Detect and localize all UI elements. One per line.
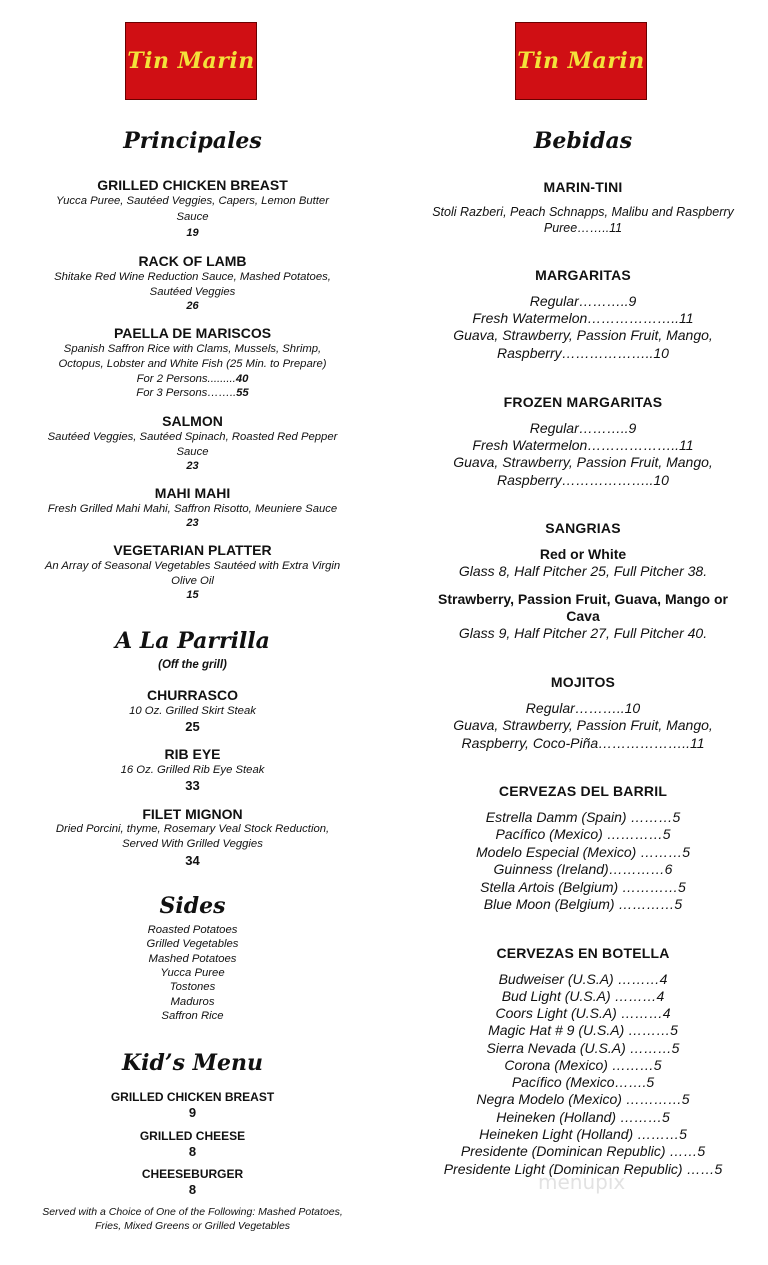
- drink-subheading: Strawberry, Passion Fruit, Guava, Mango or: [438, 591, 728, 607]
- drink-desc: Puree……..11: [543, 221, 623, 235]
- brand-logo-left: [125, 22, 257, 100]
- item-desc: Olive Oil: [171, 575, 214, 587]
- item-desc: Sautéed Veggies: [149, 286, 236, 298]
- beer-line: Presidente Light (Dominican Republic) ……5: [443, 1161, 723, 1177]
- beer-line: Corona (Mexico) ………5: [504, 1057, 662, 1073]
- drink-line: Raspberry………………..10: [497, 345, 669, 361]
- item-desc: Yucca Puree, Sautéed Veggies, Capers, Lemon Butter: [56, 195, 329, 207]
- item-name: RIB EYE: [164, 746, 221, 762]
- side-item: Mashed Potatoes: [148, 953, 237, 965]
- side-item: Grilled Vegetables: [146, 938, 239, 950]
- section-title-sides: Sides: [159, 893, 226, 919]
- item-name: CHURRASCO: [147, 687, 238, 703]
- beer-line: Pacífico (Mexico…….5: [511, 1074, 655, 1090]
- brand-logo-right: [515, 22, 647, 100]
- beer-line: Presidente (Dominican Republic) ……5: [460, 1143, 706, 1159]
- drink-name: MARIN-TINI: [543, 179, 623, 195]
- item-price: 8: [188, 1182, 197, 1197]
- option-price: 55: [236, 387, 249, 399]
- item-name: GRILLED CHICKEN BREAST: [97, 177, 288, 193]
- item-desc: 10 Oz. Grilled Skirt Steak: [129, 705, 256, 717]
- drink-name: SANGRIAS: [545, 520, 621, 536]
- drink-line: Raspberry………………..10: [497, 472, 669, 488]
- beer-line: Stella Artois (Belgium) …………5: [480, 879, 686, 895]
- item-price: 8: [188, 1144, 197, 1159]
- drink-line: Guava, Strawberry, Passion Fruit, Mango,: [453, 717, 713, 733]
- item-name: SALMON: [162, 413, 223, 429]
- drink-line: Fresh Watermelon………………..11: [472, 437, 694, 453]
- item-desc: An Array of Seasonal Vegetables Sautéed with Extra Virgin: [44, 560, 341, 572]
- brand-logo-text: Tin Marin: [517, 48, 645, 74]
- watermark: menupix: [538, 1170, 626, 1194]
- item-desc: Spanish Saffron Rice with Clams, Mussels, Shrimp,: [63, 343, 322, 355]
- section-subtitle: (Off the grill): [158, 659, 227, 671]
- drink-line: Fresh Watermelon………………..11: [472, 310, 694, 326]
- drink-name: FROZEN MARGARITAS: [503, 394, 663, 410]
- item-desc: Sautéed Veggies, Sautéed Spinach, Roasted Red Pepper: [47, 431, 338, 443]
- drink-line: Guava, Strawberry, Passion Fruit, Mango,: [453, 327, 713, 343]
- drink-name: CERVEZAS DEL BARRIL: [498, 783, 668, 799]
- option-label: For 2 Persons.........: [136, 373, 236, 385]
- drink-desc: Stoli Razberi, Peach Schnapps, Malibu and Raspberry: [432, 205, 734, 219]
- item-price: 23: [186, 517, 199, 529]
- item-option: [10, 386, 375, 401]
- beer-line: Bud Light (U.S.A) ………4: [501, 988, 665, 1004]
- item-price: 33: [185, 778, 200, 793]
- section-title-kids: Kid’s Menu: [122, 1050, 263, 1076]
- drink-line: Glass 9, Half Pitcher 27, Full Pitcher 40.: [458, 625, 708, 641]
- item-name: VEGETARIAN PLATTER: [113, 542, 272, 558]
- kids-note: Served with a Choice of One of the Following: Mashed Potatoes,: [42, 1206, 343, 1218]
- item-desc: Dried Porcini, thyme, Rosemary Veal Stock Reduction,: [55, 823, 330, 835]
- item-price: 25: [185, 719, 200, 734]
- side-item: Yucca Puree: [160, 967, 225, 979]
- beer-line: Pacífico (Mexico) …………5: [495, 826, 671, 842]
- beer-line: Sierra Nevada (U.S.A) ………5: [486, 1040, 680, 1056]
- drink-line: Regular………..10: [525, 700, 641, 716]
- brand-logo-text: Tin Marin: [127, 48, 255, 74]
- beer-line: Heineken Light (Holland) ………5: [479, 1126, 687, 1142]
- kids-note: Fries, Mixed Greens or Grilled Vegetables: [94, 1220, 291, 1232]
- beer-line: Budweiser (U.S.A) ………4: [498, 971, 668, 987]
- item-desc: Octopus, Lobster and White Fish (25 Min. to Prepare): [58, 358, 327, 370]
- section-title-principales: Principales: [123, 128, 262, 154]
- side-item: Maduros: [170, 996, 215, 1008]
- drink-line: Regular………..9: [529, 420, 637, 436]
- option-label: For 3 Persons……..: [136, 387, 237, 399]
- beer-line: Blue Moon (Belgium) …………5: [483, 896, 683, 912]
- side-item: Tostones: [169, 981, 216, 993]
- item-price: 9: [188, 1105, 197, 1120]
- item-name: GRILLED CHEESE: [139, 1129, 246, 1143]
- beer-line: Heineken (Holland) ………5: [496, 1109, 670, 1125]
- drink-name: MARGARITAS: [535, 267, 631, 283]
- beer-line: Estrella Damm (Spain) ………5: [485, 809, 681, 825]
- drink-subheading: Cava: [566, 608, 600, 624]
- item-name: CHEESEBURGER: [141, 1167, 244, 1181]
- section-title-bebidas: Bebidas: [533, 128, 633, 154]
- item-desc: Sauce: [176, 211, 209, 223]
- drink-subheading: Red or White: [539, 546, 627, 562]
- drink-line: Guava, Strawberry, Passion Fruit, Mango,: [453, 454, 713, 470]
- item-desc: Shitake Red Wine Reduction Sauce, Mashed Potatoes,: [54, 271, 331, 283]
- option-price: 40: [235, 373, 249, 385]
- side-item: Saffron Rice: [161, 1010, 224, 1022]
- beer-line: Magic Hat # 9 (U.S.A) ………5: [488, 1022, 678, 1038]
- item-name: PAELLA DE MARISCOS: [113, 325, 272, 341]
- drink-line: Regular………..9: [529, 293, 637, 309]
- section-title-parrilla: A La Parrilla: [115, 628, 270, 654]
- beer-line: Negra Modelo (Mexico) …………5: [476, 1091, 690, 1107]
- beer-line: Coors Light (U.S.A) ………4: [495, 1005, 671, 1021]
- item-desc: Served With Grilled Veggies: [122, 838, 263, 850]
- drink-name: CERVEZAS EN BOTELLA: [496, 945, 670, 961]
- item-price: 15: [186, 589, 199, 601]
- item-name: FILET MIGNON: [142, 806, 243, 822]
- item-price: 26: [186, 300, 199, 312]
- item-name: MAHI MAHI: [154, 485, 231, 501]
- drink-line: Raspberry, Coco-Piña………………..11: [461, 735, 705, 751]
- item-option: [10, 372, 375, 387]
- side-item: Roasted Potatoes: [147, 924, 238, 936]
- beer-line: Modelo Especial (Mexico) ………5: [476, 844, 690, 860]
- item-price: 34: [185, 853, 200, 868]
- item-desc: Sauce: [176, 446, 209, 458]
- drink-name: MOJITOS: [550, 674, 616, 690]
- item-desc: 16 Oz. Grilled Rib Eye Steak: [120, 764, 265, 776]
- item-name: RACK OF LAMB: [138, 253, 247, 269]
- item-price: 19: [186, 227, 199, 239]
- drink-line: Glass 8, Half Pitcher 25, Full Pitcher 38.: [458, 563, 708, 579]
- item-price: 23: [186, 460, 199, 472]
- item-name: GRILLED CHICKEN BREAST: [110, 1090, 275, 1104]
- beer-line: Guinness (Ireland)…………6: [493, 861, 673, 877]
- item-desc: Fresh Grilled Mahi Mahi, Saffron Risotto, Meuniere Sauce: [47, 503, 338, 515]
